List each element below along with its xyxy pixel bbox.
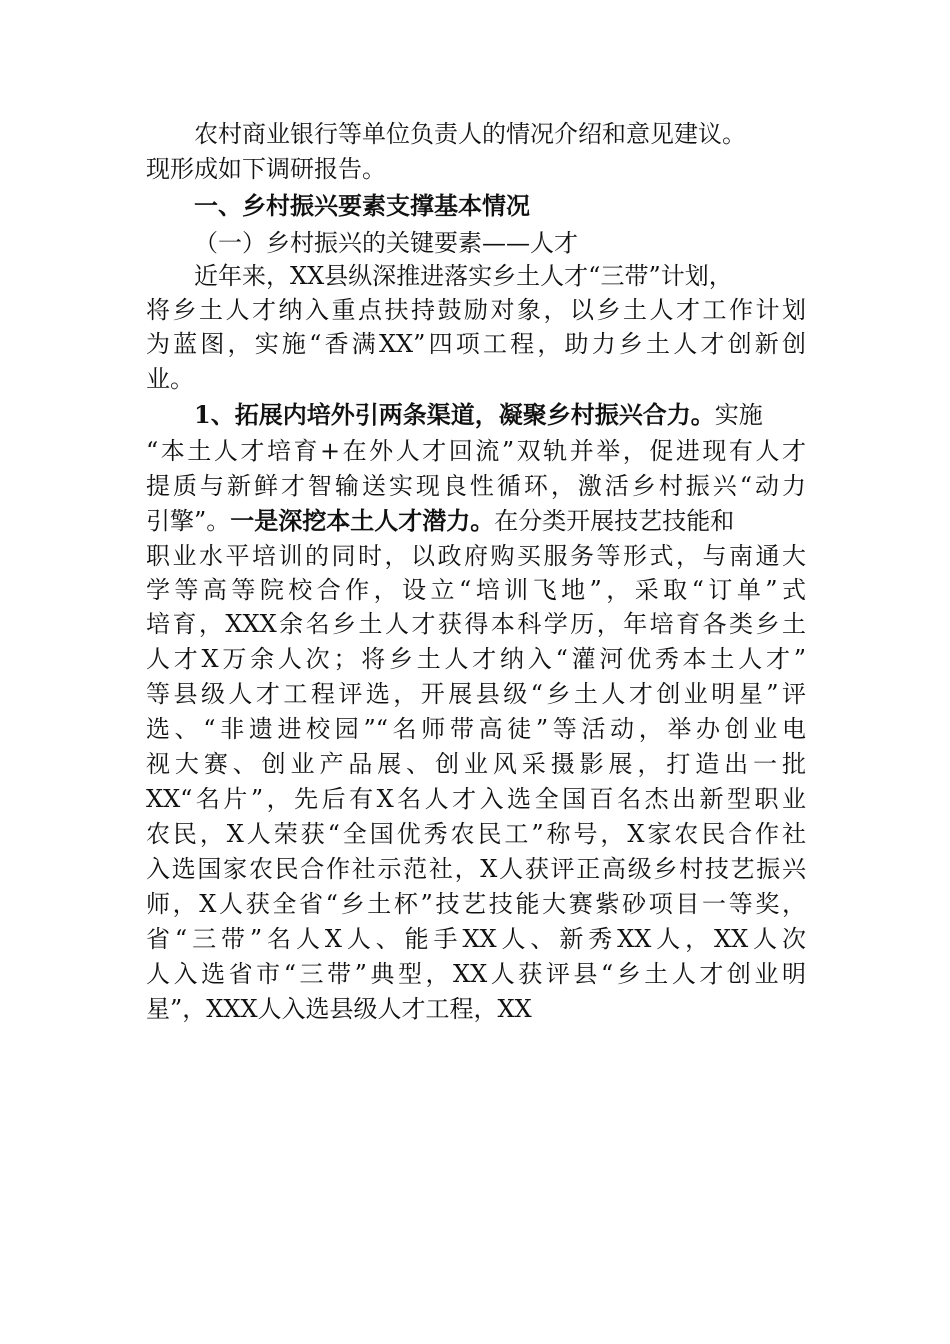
paragraph-line xyxy=(194,398,806,432)
paragraph-line: 人才X万余人次；将乡土人才纳入“灌河优秀本土人才” xyxy=(146,645,806,673)
paragraph-line: 省“三带”名人X人、能手XX人、新秀XX人，XX人次 xyxy=(146,925,806,953)
paragraph-line: 培育，XXX余名乡土人才获得本科学历，年培育各类乡土 xyxy=(146,610,806,638)
paragraph-line: 星”，XXX人入选县级人才工程，XX xyxy=(146,995,532,1023)
paragraph-line: 近年来，XX县纵深推进落实乡土人才“三带”计划， xyxy=(194,262,733,290)
text-run: 在分类开展技艺技能和 xyxy=(494,507,735,535)
paragraph-line: 选、“非遗进校园”“名师带高徒”等活动，举办创业电 xyxy=(146,715,806,743)
paragraph-line: 将乡土人才纳入重点扶持鼓励对象，以乡土人才工作计划 xyxy=(146,296,806,324)
subsection-heading: （一）乡村振兴的关键要素——人才 xyxy=(194,229,578,257)
paragraph-line: 视大赛、创业产品展、创业风采摄影展，打造出一批 xyxy=(146,750,806,778)
paragraph-line: 入选国家农民合作社示范社，X人获评正高级乡村技艺振兴 xyxy=(146,855,806,883)
paragraph-line: 等县级人才工程评选，开展县级“乡土人才创业明星”评 xyxy=(146,680,806,708)
paragraph-line: 师，X人获全省“乡土杯”技艺技能大赛紫砂项目一等奖， xyxy=(146,890,806,918)
paragraph-line: 业。 xyxy=(146,365,194,393)
paragraph-line: XX“名片”，先后有X名人才入选全国百名杰出新型职业 xyxy=(146,785,806,813)
intro-line: 农村商业银行等单位负责人的情况介绍和意见建议。 xyxy=(194,120,746,148)
paragraph-line: “本土人才培育+在外人才回流”双轨并举，促进现有人才 xyxy=(146,437,806,465)
paragraph-line: 职业水平培训的同时，以政府购买服务等形式，与南通大 xyxy=(146,542,806,570)
paragraph-line: 为蓝图，实施“香满XX”四项工程，助力乡土人才创新创 xyxy=(146,330,806,358)
item-title: 1、拓展内培外引两条渠道，凝聚乡村振兴合力。 xyxy=(194,400,715,429)
paragraph-line: 提质与新鲜才智输送实现良性循环，激活乡村振兴“动力 xyxy=(146,472,806,500)
text-run: 实施 xyxy=(714,401,763,429)
text-run: 引擎”。 xyxy=(146,507,231,535)
paragraph-line: 学等高等院校合作，设立“培训飞地”，采取“订单”式 xyxy=(146,576,806,604)
paragraph-line xyxy=(146,504,806,538)
intro-line: 现形成如下调研报告。 xyxy=(146,155,386,183)
subpoint-title: 一是深挖本土人才潜力。 xyxy=(230,506,495,535)
paragraph-line: 农民，X人荣获“全国优秀农民工”称号，X家农民合作社 xyxy=(146,820,806,848)
paragraph-line: 人入选省市“三带”典型，XX人获评县“乡土人才创业明 xyxy=(146,960,806,988)
section-heading: 一、乡村振兴要素支撑基本情况 xyxy=(194,191,530,220)
